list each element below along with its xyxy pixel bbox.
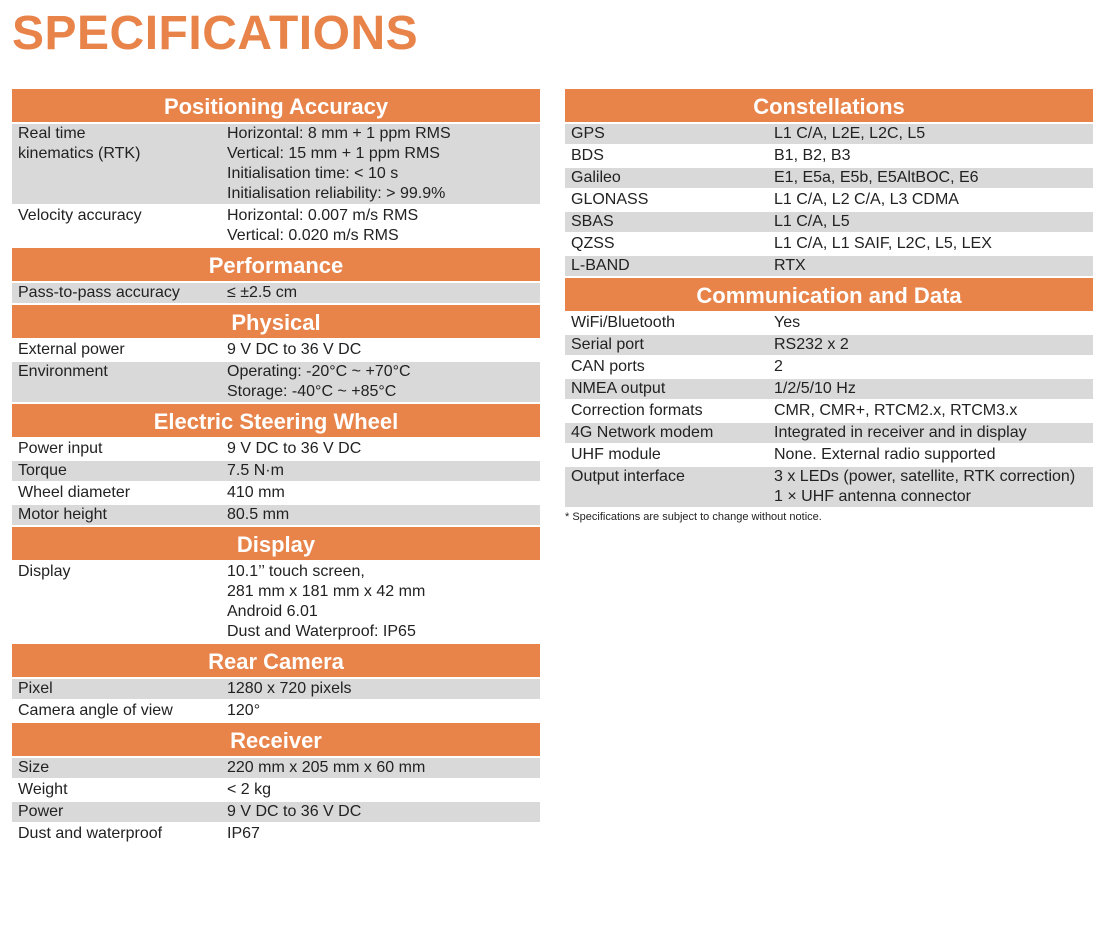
spec-label-line: WiFi/Bluetooth <box>571 314 676 331</box>
spec-value-line: ≤ ±2.5 cm <box>227 284 298 301</box>
spec-value <box>227 283 540 303</box>
spec-label <box>12 701 227 721</box>
spec-value-line: 410 mm <box>227 484 285 501</box>
spec-label-line: Galileo <box>571 169 621 186</box>
spec-label <box>12 124 227 204</box>
right-column <box>565 89 1093 523</box>
spec-label <box>565 335 774 355</box>
spec-value <box>774 234 1093 254</box>
spec-row <box>565 124 1093 144</box>
spec-value <box>227 461 540 481</box>
section-header: Receiver <box>12 723 540 756</box>
section-header: Rear Camera <box>12 644 540 677</box>
spec-value <box>774 357 1093 377</box>
spec-label <box>565 234 774 254</box>
spec-label-line: L-BAND <box>571 257 630 274</box>
spec-value <box>774 467 1093 507</box>
spec-value-line: Vertical: 15 mm + 1 ppm RMS <box>227 145 440 162</box>
spec-label <box>565 357 774 377</box>
spec-label <box>12 340 227 360</box>
spec-label <box>12 283 227 303</box>
spec-section-electric-steering-wheel <box>12 404 540 525</box>
spec-label <box>565 146 774 166</box>
spec-label-line: Dust and waterproof <box>18 825 163 842</box>
spec-value <box>774 124 1093 144</box>
spec-value-line: Initialisation time: < 10 s <box>227 165 399 182</box>
spec-value <box>227 362 540 402</box>
spec-value-line: IP67 <box>227 825 260 842</box>
spec-value-line: 220 mm x 205 mm x 60 mm <box>227 759 426 776</box>
spec-row <box>12 461 540 481</box>
spec-row <box>12 505 540 525</box>
spec-row <box>565 357 1093 377</box>
spec-value <box>774 146 1093 166</box>
spec-value <box>227 802 540 822</box>
spec-label <box>565 445 774 465</box>
spec-row <box>565 335 1093 355</box>
spec-value-line: Initialisation reliability: > 99.9% <box>227 185 446 202</box>
spec-label-line: External power <box>18 341 125 358</box>
spec-label-line: Torque <box>18 462 67 479</box>
spec-value <box>227 758 540 778</box>
spec-row <box>12 701 540 721</box>
spec-section-communication-and-data <box>565 278 1093 507</box>
spec-label-line: UHF module <box>571 446 661 463</box>
spec-label <box>12 505 227 525</box>
spec-label <box>565 212 774 232</box>
spec-label-line: Weight <box>18 781 68 798</box>
spec-row <box>12 206 540 246</box>
spec-value-line: Yes <box>774 314 801 331</box>
spec-label <box>565 467 774 507</box>
spec-row <box>565 190 1093 210</box>
spec-value-line: L1 C/A, L5 <box>774 213 850 230</box>
spec-label <box>12 824 227 844</box>
spec-row <box>565 234 1093 254</box>
section-header: Electric Steering Wheel <box>12 404 540 437</box>
spec-row <box>565 401 1093 421</box>
spec-value <box>774 423 1093 443</box>
spec-label-line: Power input <box>18 440 103 457</box>
page-title: SPECIFICATIONS <box>12 7 419 60</box>
spec-row <box>565 313 1093 333</box>
spec-label <box>565 379 774 399</box>
spec-label-line: BDS <box>571 147 604 164</box>
spec-label <box>12 562 227 642</box>
spec-value-line: Horizontal: 8 mm + 1 ppm RMS <box>227 125 451 142</box>
spec-section-constellations <box>565 89 1093 276</box>
spec-section-positioning-accuracy <box>12 89 540 246</box>
spec-section-performance <box>12 248 540 303</box>
spec-value-line: Operating: -20°C ~ +70°C <box>227 363 411 380</box>
spec-label-line: kinematics (RTK) <box>18 145 141 162</box>
spec-value <box>227 701 540 721</box>
spec-value <box>227 679 540 699</box>
section-header: Constellations <box>565 89 1093 122</box>
spec-section-physical <box>12 305 540 402</box>
spec-label-line: Display <box>18 563 71 580</box>
spec-value <box>227 439 540 459</box>
spec-label <box>12 679 227 699</box>
spec-label-line: QZSS <box>571 235 615 252</box>
spec-label <box>12 780 227 800</box>
spec-row <box>565 467 1093 507</box>
spec-label-line: Correction formats <box>571 402 703 419</box>
spec-value <box>774 379 1093 399</box>
spec-label <box>12 758 227 778</box>
spec-value-line: Horizontal: 0.007 m/s RMS <box>227 207 419 224</box>
spec-value <box>774 190 1093 210</box>
spec-value <box>774 212 1093 232</box>
spec-label-line: Wheel diameter <box>18 484 131 501</box>
spec-value <box>774 401 1093 421</box>
section-header: Physical <box>12 305 540 338</box>
spec-row <box>565 379 1093 399</box>
spec-row <box>12 758 540 778</box>
spec-value-line: < 2 kg <box>227 781 272 798</box>
spec-label-line: Serial port <box>571 336 644 353</box>
spec-row <box>12 483 540 503</box>
spec-label <box>12 483 227 503</box>
spec-label-line: NMEA output <box>571 380 666 397</box>
spec-value-line: RTX <box>774 257 806 274</box>
spec-value-line: 2 <box>774 358 783 375</box>
spec-value-line: 9 V DC to 36 V DC <box>227 341 362 358</box>
spec-value <box>227 780 540 800</box>
spec-row <box>565 212 1093 232</box>
spec-section-display <box>12 527 540 642</box>
spec-row <box>12 679 540 699</box>
spec-label <box>565 168 774 188</box>
spec-value <box>227 340 540 360</box>
spec-label <box>12 461 227 481</box>
spec-row <box>565 146 1093 166</box>
spec-value-line: E1, E5a, E5b, E5AltBOC, E6 <box>774 169 979 186</box>
spec-label-line: CAN ports <box>571 358 645 375</box>
section-header: Display <box>12 527 540 560</box>
spec-value-line: 1/2/5/10 Hz <box>774 380 856 397</box>
spec-value-line: L1 C/A, L2E, L2C, L5 <box>774 125 926 142</box>
spec-row <box>565 168 1093 188</box>
spec-row <box>12 124 540 204</box>
spec-value-line: 3 x LEDs (power, satellite, RTK correction) <box>774 468 1076 485</box>
spec-label-line: GLONASS <box>571 191 649 208</box>
spec-label <box>565 124 774 144</box>
spec-value <box>774 445 1093 465</box>
spec-label <box>565 256 774 276</box>
spec-label <box>12 362 227 402</box>
spec-section-rear-camera <box>12 644 540 721</box>
spec-label <box>12 206 227 246</box>
spec-value <box>227 824 540 844</box>
spec-label-line: Output interface <box>571 468 685 485</box>
spec-label-line: Camera angle of view <box>18 702 173 719</box>
spec-label-line: Motor height <box>18 506 107 523</box>
spec-label-line: 4G Network modem <box>571 424 714 441</box>
spec-label-line: SBAS <box>571 213 614 230</box>
spec-value <box>227 562 540 642</box>
spec-value <box>774 256 1093 276</box>
spec-label-line: Size <box>18 759 50 776</box>
spec-value-line: None. External radio supported <box>774 446 996 463</box>
spec-value <box>774 168 1093 188</box>
spec-row <box>12 362 540 402</box>
spec-label <box>12 439 227 459</box>
spec-value-line: Storage: -40°C ~ +85°C <box>227 383 397 400</box>
spec-label-line: Pixel <box>18 680 53 697</box>
spec-section-receiver <box>12 723 540 844</box>
spec-label <box>565 423 774 443</box>
spec-label <box>565 401 774 421</box>
spec-value-line: 120° <box>227 702 261 719</box>
spec-value-line: 281 mm x 181 mm x 42 mm <box>227 583 426 600</box>
spec-value-line: Integrated in receiver and in display <box>774 424 1027 441</box>
spec-label <box>12 802 227 822</box>
spec-value-line: L1 C/A, L1 SAIF, L2C, L5, LEX <box>774 235 992 252</box>
spec-value <box>227 124 540 204</box>
spec-row <box>565 445 1093 465</box>
spec-value-line: 9 V DC to 36 V DC <box>227 440 362 457</box>
spec-row <box>12 283 540 303</box>
spec-row <box>12 340 540 360</box>
spec-row <box>565 423 1093 443</box>
spec-value-line: 1 × UHF antenna connector <box>774 488 972 505</box>
spec-label-line: Velocity accuracy <box>18 207 142 224</box>
spec-row <box>565 256 1093 276</box>
spec-value <box>227 483 540 503</box>
spec-row <box>12 824 540 844</box>
spec-value-line: Vertical: 0.020 m/s RMS <box>227 227 399 244</box>
spec-label-line: Pass-to-pass accuracy <box>18 284 180 301</box>
spec-value-line: 9 V DC to 36 V DC <box>227 803 362 820</box>
spec-row <box>12 439 540 459</box>
spec-value-line: RS232 x 2 <box>774 336 849 353</box>
spec-value-line: 1280 x 720 pixels <box>227 680 352 697</box>
spec-value <box>227 206 540 246</box>
spec-label <box>565 313 774 333</box>
spec-value-line: CMR, CMR+, RTCM2.x, RTCM3.x <box>774 402 1018 419</box>
spec-value-line: 10.1’’ touch screen, <box>227 563 365 580</box>
spec-label-line: Environment <box>18 363 108 380</box>
spec-label-line: GPS <box>571 125 605 142</box>
section-header: Positioning Accuracy <box>12 89 540 122</box>
spec-value-line: Android 6.01 <box>227 603 318 620</box>
spec-label <box>565 190 774 210</box>
spec-row <box>12 802 540 822</box>
spec-value-line: 80.5 mm <box>227 506 290 523</box>
spec-value-line: 7.5 N·m <box>227 462 284 479</box>
spec-value <box>774 335 1093 355</box>
spec-row <box>12 562 540 642</box>
left-column <box>12 89 540 846</box>
spec-value-line: B1, B2, B3 <box>774 147 851 164</box>
spec-value-line: L1 C/A, L2 C/A, L3 CDMA <box>774 191 959 208</box>
spec-value <box>774 313 1093 333</box>
spec-label-line: Power <box>18 803 64 820</box>
section-header: Performance <box>12 248 540 281</box>
spec-row <box>12 780 540 800</box>
footnote: * Specifications are subject to change without notice. <box>565 511 822 523</box>
spec-value <box>227 505 540 525</box>
section-header: Communication and Data <box>565 278 1093 311</box>
spec-label-line: Real time <box>18 125 86 142</box>
spec-value-line: Dust and Waterproof: IP65 <box>227 623 416 640</box>
